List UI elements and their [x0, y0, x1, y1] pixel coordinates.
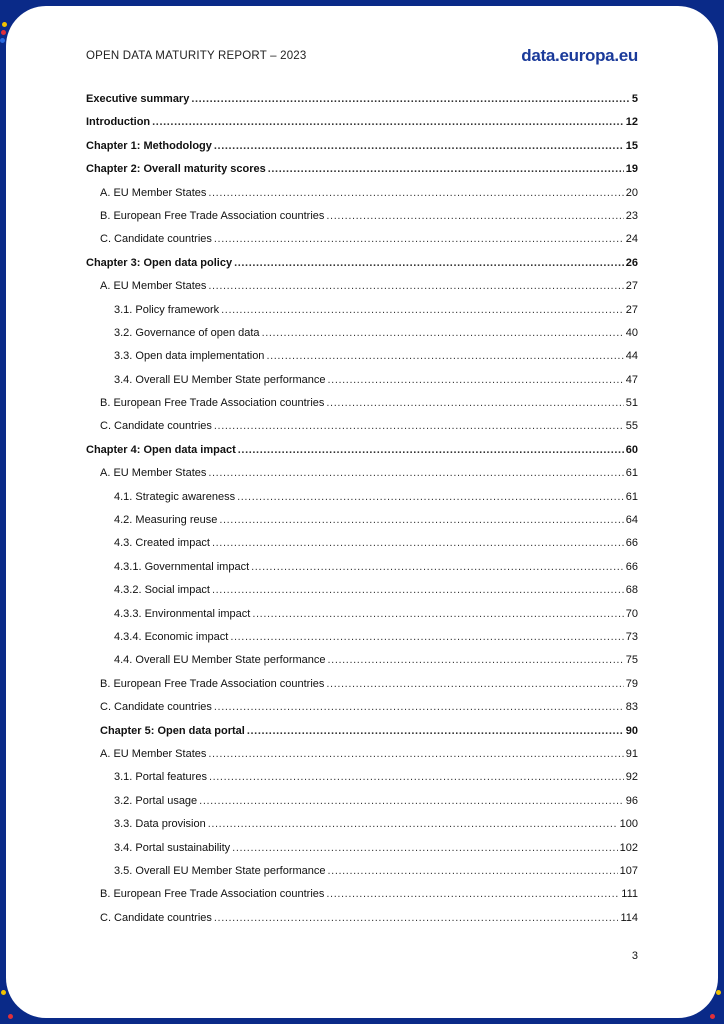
dot-red-bottom-left [8, 1014, 13, 1019]
toc-entry-page: 19 [625, 163, 638, 176]
toc-leader-dots [251, 556, 624, 579]
toc-entry-label: A. EU Member States [100, 280, 207, 293]
toc-entry-label: Introduction [86, 116, 151, 129]
toc-entry[interactable] [86, 626, 638, 649]
toc-entry[interactable] [86, 766, 638, 789]
dot-yellow-top-left [2, 22, 7, 27]
toc-entry-label: 4.3.3. Environmental impact [114, 607, 251, 620]
toc-entry-label: 3.2. Governance of open data [114, 326, 260, 339]
toc-leader-dots [234, 252, 624, 275]
toc-entry-label: 3.3. Open data implementation [114, 350, 265, 363]
toc-entry-label: B. European Free Trade Association countries [100, 677, 325, 690]
toc-leader-dots [152, 111, 624, 134]
toc-leader-dots [326, 392, 623, 415]
toc-entry[interactable] [86, 88, 638, 111]
toc-entry-page: 73 [625, 630, 638, 643]
toc-entry-page: 64 [625, 514, 638, 527]
toc-leader-dots [268, 158, 624, 181]
toc-leader-dots [230, 626, 623, 649]
toc-entry-page: 90 [625, 724, 638, 737]
toc-leader-dots [208, 743, 623, 766]
toc-entry-page: 26 [625, 256, 638, 269]
toc-entry-page: 102 [619, 841, 638, 854]
toc-leader-dots [214, 415, 624, 438]
toc-entry-label: 3.3. Data provision [114, 818, 206, 831]
dot-blue-top-left [0, 38, 5, 43]
toc-entry-page: 70 [625, 607, 638, 620]
toc-entry-label: 4.1. Strategic awareness [114, 490, 236, 503]
toc-entry[interactable] [86, 603, 638, 626]
toc-entry-page: 83 [625, 701, 638, 714]
toc-entry-page: 111 [621, 888, 638, 901]
toc-leader-dots [212, 532, 624, 555]
toc-entry[interactable] [86, 439, 638, 462]
toc-entry-page: 20 [625, 186, 638, 199]
toc-entry-label: 4.4. Overall EU Member State performance [114, 654, 326, 667]
toc-entry[interactable] [86, 486, 638, 509]
toc-leader-dots [208, 813, 618, 836]
toc-leader-dots [214, 135, 624, 158]
toc-entry-label: B. European Free Trade Association countries [100, 888, 325, 901]
toc-leader-dots [247, 720, 624, 743]
toc-entry-page: 47 [625, 373, 638, 386]
toc-leader-dots [326, 883, 619, 906]
toc-leader-dots [208, 275, 623, 298]
toc-entry[interactable] [86, 790, 638, 813]
toc-entry-page: 91 [625, 747, 638, 760]
toc-entry-label: Executive summary [86, 93, 190, 105]
toc-entry[interactable] [86, 135, 638, 158]
toc-entry[interactable] [86, 649, 638, 672]
toc-entry[interactable] [86, 369, 638, 392]
toc-leader-dots [237, 486, 624, 509]
toc-entry[interactable] [86, 579, 638, 602]
dot-yellow-bottom-right [716, 990, 721, 995]
toc-entry-page: 40 [625, 326, 638, 339]
toc-entry-label: 3.5. Overall EU Member State performance [114, 864, 326, 877]
toc-entry-label: 3.2. Portal usage [114, 794, 198, 807]
toc-entry[interactable] [86, 860, 638, 883]
toc-entry[interactable] [86, 205, 638, 228]
toc-entry-label: A. EU Member States [100, 747, 207, 760]
toc-leader-dots [326, 205, 623, 228]
toc-leader-dots [328, 369, 624, 392]
toc-entry[interactable] [86, 509, 638, 532]
toc-entry-page: 61 [625, 490, 638, 503]
toc-entry[interactable] [86, 322, 638, 345]
toc-leader-dots [208, 182, 623, 205]
toc-entry-page: 5 [631, 93, 638, 105]
toc-entry[interactable] [86, 883, 638, 906]
table-of-contents [86, 88, 638, 930]
toc-entry[interactable] [86, 556, 638, 579]
toc-leader-dots [232, 837, 617, 860]
toc-entry-page: 68 [625, 584, 638, 597]
toc-entry-label: Chapter 3: Open data policy [86, 256, 233, 269]
toc-entry[interactable] [86, 345, 638, 368]
toc-entry-page: 114 [620, 911, 638, 924]
toc-entry[interactable] [86, 228, 638, 251]
toc-entry-page: 107 [619, 864, 638, 877]
toc-leader-dots [199, 790, 624, 813]
toc-entry[interactable] [86, 415, 638, 438]
toc-entry-label: 4.3.4. Economic impact [114, 630, 229, 643]
toc-leader-dots [219, 509, 623, 532]
toc-entry-page: 66 [625, 560, 638, 573]
toc-entry-page: 55 [625, 420, 638, 433]
toc-entry-label: A. EU Member States [100, 186, 207, 199]
toc-entry-label: 3.4. Portal sustainability [114, 841, 231, 854]
toc-entry[interactable] [86, 532, 638, 555]
toc-entry[interactable] [86, 743, 638, 766]
toc-leader-dots [328, 649, 624, 672]
toc-entry[interactable] [86, 182, 638, 205]
toc-leader-dots [238, 439, 624, 462]
toc-entry-label: B. European Free Trade Association countries [100, 209, 325, 222]
toc-entry-label: C. Candidate countries [100, 233, 212, 246]
toc-entry-label: 4.3.1. Governmental impact [114, 560, 250, 573]
toc-entry-page: 100 [619, 818, 638, 831]
dot-red-top-left [1, 30, 6, 35]
toc-leader-dots [214, 907, 619, 930]
toc-entry-label: B. European Free Trade Association countries [100, 397, 325, 410]
toc-entry[interactable] [86, 275, 638, 298]
toc-entry-page: 96 [625, 794, 638, 807]
toc-entry-page: 15 [625, 139, 638, 152]
toc-leader-dots [212, 579, 624, 602]
toc-entry-label: Chapter 1: Methodology [86, 139, 212, 152]
toc-entry-label: Chapter 2: Overall maturity scores [86, 163, 266, 176]
toc-leader-dots [328, 860, 618, 883]
toc-entry-page: 92 [625, 771, 638, 784]
toc-entry[interactable] [86, 252, 638, 275]
toc-entry-page: 61 [625, 467, 638, 480]
data-europa-logo: data.europa.eu [521, 46, 638, 65]
toc-entry[interactable] [86, 392, 638, 415]
toc-entry-label: 4.3. Created impact [114, 537, 210, 550]
toc-entry-page: 27 [625, 303, 638, 316]
toc-entry[interactable] [86, 462, 638, 485]
toc-entry[interactable] [86, 907, 638, 930]
toc-entry[interactable] [86, 673, 638, 696]
toc-entry-label: Chapter 5: Open data portal [100, 724, 245, 737]
toc-entry-page: 51 [625, 397, 638, 410]
page-number: 3 [631, 950, 638, 962]
toc-entry-page: 75 [625, 654, 638, 667]
toc-entry-label: Chapter 4: Open data impact [86, 443, 236, 456]
toc-entry[interactable] [86, 696, 638, 719]
toc-leader-dots [191, 88, 630, 111]
toc-entry-page: 66 [625, 537, 638, 550]
toc-entry-page: 23 [625, 209, 638, 222]
toc-leader-dots [214, 696, 624, 719]
toc-leader-dots [266, 345, 623, 368]
toc-leader-dots [209, 766, 624, 789]
toc-entry-page: 24 [625, 233, 638, 246]
toc-entry-label: 4.2. Measuring reuse [114, 514, 218, 527]
toc-leader-dots [262, 322, 624, 345]
toc-entry-label: 3.4. Overall EU Member State performance [114, 373, 326, 386]
toc-entry-label: C. Candidate countries [100, 701, 212, 714]
toc-entry-label: A. EU Member States [100, 467, 207, 480]
toc-entry[interactable] [86, 837, 638, 860]
toc-leader-dots [208, 462, 623, 485]
dot-red-bottom-right [710, 1014, 715, 1019]
toc-entry[interactable] [86, 111, 638, 134]
toc-entry-label: 3.1. Portal features [114, 771, 207, 784]
toc-leader-dots [214, 228, 624, 251]
document-page [6, 6, 718, 1018]
toc-leader-dots [221, 299, 624, 322]
toc-entry-page: 27 [625, 280, 638, 293]
toc-entry-label: C. Candidate countries [100, 911, 212, 924]
toc-entry-label: 4.3.2. Social impact [114, 584, 210, 597]
toc-entry-page: 44 [625, 350, 638, 363]
toc-entry-label: C. Candidate countries [100, 420, 212, 433]
toc-entry-page: 12 [625, 116, 638, 129]
toc-entry[interactable] [86, 299, 638, 322]
toc-entry-page: 60 [625, 443, 638, 456]
toc-entry[interactable] [86, 813, 638, 836]
toc-entry-label: 3.1. Policy framework [114, 303, 220, 316]
toc-entry[interactable] [86, 720, 638, 743]
toc-leader-dots [326, 673, 623, 696]
toc-entry-page: 79 [625, 677, 638, 690]
dot-yellow-bottom-left [1, 990, 6, 995]
report-title: OPEN DATA MATURITY REPORT – 2023 [86, 50, 307, 62]
toc-leader-dots [252, 603, 623, 626]
toc-entry[interactable] [86, 158, 638, 181]
